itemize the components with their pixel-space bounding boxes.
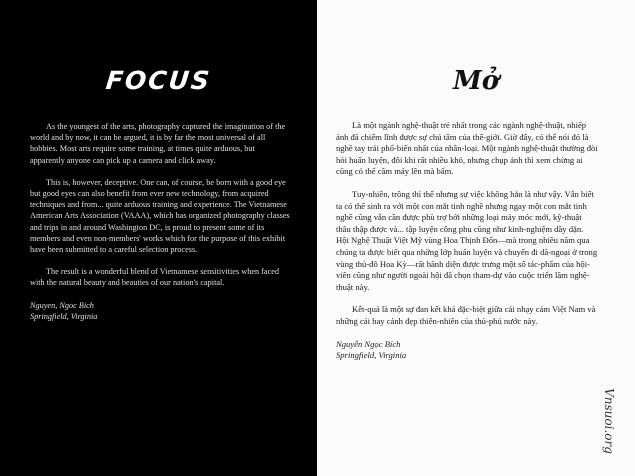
signature-block	[30, 300, 290, 322]
body-text-vietnamese	[336, 120, 598, 362]
page-title-vietnamese: Mở	[452, 66, 500, 96]
watermark	[598, 380, 620, 462]
paragraph-3: The result is a wonderful blend of Vietnamese sensitivities when faced with the natural beauty and beauties of our nation's capital.	[30, 267, 280, 288]
signature-name: Nguyen, Ngoc Bich	[30, 300, 94, 310]
signature-place-vn: Springfield, Virginia	[336, 350, 407, 361]
page-title-english: FOCUS	[104, 66, 213, 95]
paragraph-3-vn: Kết-quả là một sự đan kết khá đặc-biệt giữa cái nhạy cảm Việt Nam và những cái hay cảnh đẹp thiên-nhiên của thủ-phủ nước này.	[336, 304, 596, 326]
watermark-text: Vnsuoi.org	[602, 388, 616, 454]
body-text-english	[30, 121, 290, 322]
signature-block-vn	[336, 339, 598, 362]
left-page-english	[0, 0, 317, 476]
paragraph-2-vn: Tuy-nhiên, trông thì thế nhưng sự việc không hẳn là như vậy. Vẫn biết ta có thể sinh ra với một con mắt tinh nghề nhưng ngay một con mắt tinh nghề cũng vẫn cần được phù trợ bởi những loại máy móc mới, kỹ-thuật thâu thập được và... tập luyện công phu cũng như kinh-nghiệm dầy dặn. Hội Nghệ Thuật Việt Mỹ vùng Hoa Thịnh Đốn—mà trong nhiều năm qua chúng ta được biết qua những lớp huấn luyện và chuyến đi dã-ngoại ở trong vùng thủ-đô Hoa Kỳ—rất hãnh diện được trưng một số tác-phẩm của hội-viên cũng như người ngoài hội đã chọn tham-dự vào cuộc triển lãm nghệ-thuật này.	[336, 188, 598, 292]
paragraph-2: This is, however, deceptive. One can, of course, be born with a good eye but good eyes can also benefit from ever new technology, from acquired techniques and from... quite arduous training and experience. The Vietnamese American Arts Association (VAAA), which has organized photography classes and trips in and around Washington DC, is proud to present some of its members and even non-members' works which for the purpose of this exhibit have been submitted to a careful selection process.	[30, 177, 290, 255]
paragraph-1-vn: Là một ngành nghệ-thuật trẻ nhất trong các ngành nghệ-thuật, nhiếp ảnh đã chiếm lĩnh được sự chú tâm của thế-giới. Giờ đây, có thể nói đó là nghề tay trái phổ-biến nhất của nhân-loại. Một ngành nghệ-thuật thường đòi hỏi huấn luyện, đôi khi rất nhiều khó, nhưng chụp ảnh thì xem chừng ai cũng có thể cầm máy lên mà bấm.	[336, 120, 598, 177]
signature-name-vn: Nguyễn Ngọc Bích	[336, 338, 401, 349]
paragraph-1: As the youngest of the arts, photography captured the imagination of the world and by now, it can be argued, it is by far the most universal of all hobbies. Most arts require some training, at times quite arduous, but apparently anyone can pick up a camera and click away.	[30, 122, 286, 165]
signature-place: Springfield, Virginia	[30, 311, 98, 321]
